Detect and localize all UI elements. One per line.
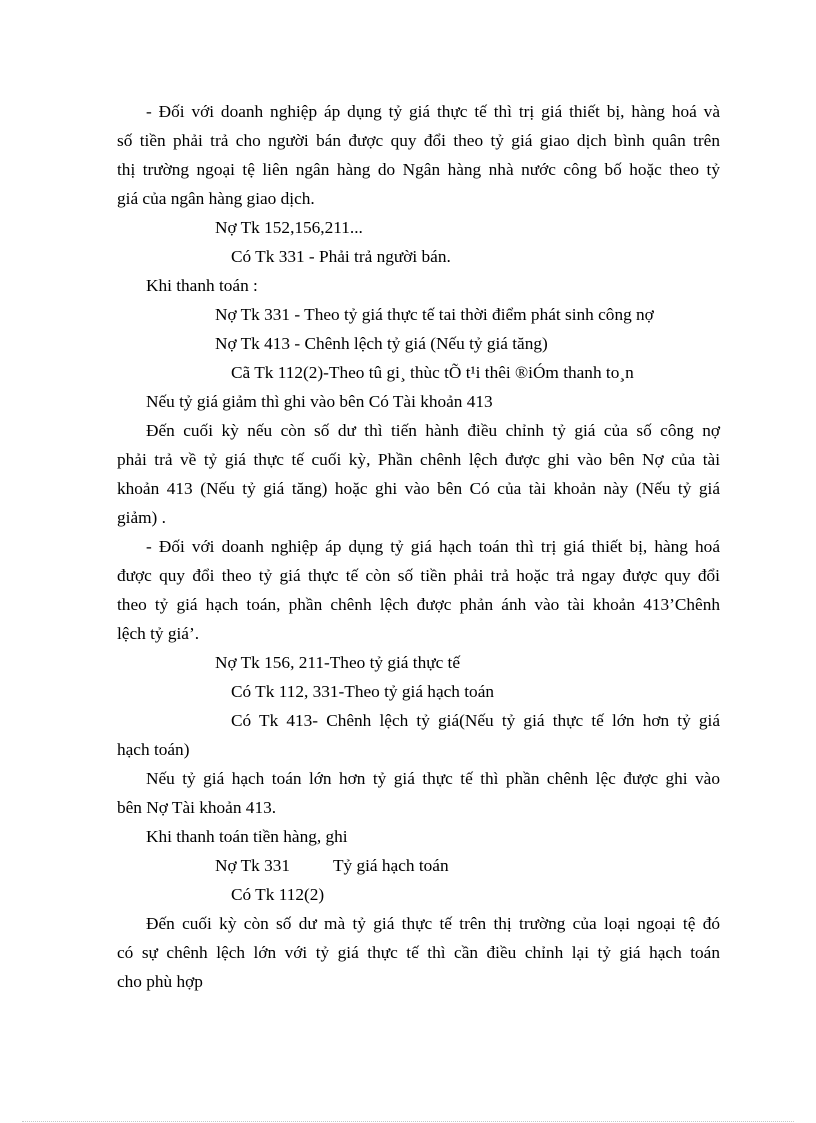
paragraph-line: - Đối với doanh nghiệp áp dụng tỷ giá thực tế thì trị giá thiết bị, hàng hoá và bbox=[146, 102, 720, 121]
paragraph-line: giảm) . bbox=[117, 508, 166, 527]
paragraph-line: khoản 413 (Nếu tỷ giá tăng) hoặc ghi vào bên Có của tài khoản này (Nếu tỷ giá bbox=[117, 479, 720, 498]
journal-entry: Có Tk 331 - Phải trả người bán. bbox=[231, 247, 451, 266]
paragraph-line: có sự chênh lệch lớn với tỷ giá thực tế thì cần điều chỉnh lại tỷ giá hạch toán bbox=[117, 943, 720, 962]
journal-entry: Nợ Tk 331 - Theo tỷ giá thực tế tai thời điểm phát sinh công nợ bbox=[215, 305, 654, 324]
paragraph-line: giá của ngân hàng giao dịch. bbox=[117, 189, 315, 208]
paragraph-line: Đến cuối kỳ nếu còn số dư thì tiến hành điều chỉnh tỷ giá của số công nợ bbox=[146, 421, 720, 440]
paragraph-line: Khi thanh toán : bbox=[146, 276, 258, 295]
paragraph-line: phải trả về tỷ giá thực tế cuối kỳ, Phần chênh lệch được ghi vào bên Nợ của tài bbox=[117, 450, 720, 469]
paragraph-line: Nếu tỷ giá giảm thì ghi vào bên Có Tài khoản 413 bbox=[146, 392, 493, 411]
journal-entry: Cã Tk 112(2)-Theo tû gi¸ thùc tÕ t¹i thêi ®iÓm thanh to¸n bbox=[231, 363, 634, 382]
paragraph-line: lệch tỷ giá’. bbox=[117, 624, 200, 643]
paragraph-line: được quy đổi theo tỷ giá thực tế còn số tiền phải trả hoặc trả ngay được quy đổi bbox=[117, 566, 720, 585]
paragraph-line: Khi thanh toán tiền hàng, ghi bbox=[146, 827, 348, 846]
paragraph-line: Nếu tỷ giá hạch toán lớn hơn tỷ giá thực tế thì phần chênh lệc được ghi vào bbox=[146, 769, 720, 788]
page-bottom-rule bbox=[22, 1121, 794, 1122]
journal-entry: Nợ Tk 156, 211-Theo tỷ giá thực tế bbox=[215, 653, 461, 672]
paragraph-line: số tiền phải trả cho người bán được quy đổi theo tỷ giá giao dịch bình quân trên bbox=[117, 131, 720, 150]
journal-entry: Nợ Tk 152,156,211... bbox=[215, 218, 363, 237]
paragraph-line: theo tỷ giá hạch toán, phần chênh lệch được phản ánh vào tài khoản 413’Chênh bbox=[117, 595, 720, 614]
journal-entry: Nợ Tk 413 - Chênh lệch tỷ giá (Nếu tỷ giá tăng) bbox=[215, 334, 548, 353]
paragraph-line: Đến cuối kỳ còn số dư mà tỷ giá thực tế trên thị trường của loại ngoại tệ đó bbox=[146, 914, 720, 933]
paragraph-line: - Đối với doanh nghiệp áp dụng tỷ giá hạch toán thì trị giá thiết bị, hàng hoá bbox=[146, 537, 720, 556]
paragraph-line: hạch toán) bbox=[117, 740, 190, 759]
paragraph-line: thị trường ngoại tệ liên ngân hàng do Ngân hàng nhà nước công bố hoặc theo tỷ bbox=[117, 160, 720, 179]
paragraph-line: bên Nợ Tài khoản 413. bbox=[117, 798, 277, 817]
journal-entry: Có Tk 112, 331-Theo tỷ giá hạch toán bbox=[231, 682, 495, 701]
paragraph-line: cho phù hợp bbox=[117, 972, 203, 991]
journal-entry: Nợ Tk 331 Tỷ giá hạch toán bbox=[215, 856, 449, 875]
journal-entry: Có Tk 112(2) bbox=[231, 885, 325, 904]
journal-entry: Có Tk 413- Chênh lệch tỷ giá(Nếu tỷ giá thực tế lớn hơn tỷ giá bbox=[231, 711, 720, 730]
